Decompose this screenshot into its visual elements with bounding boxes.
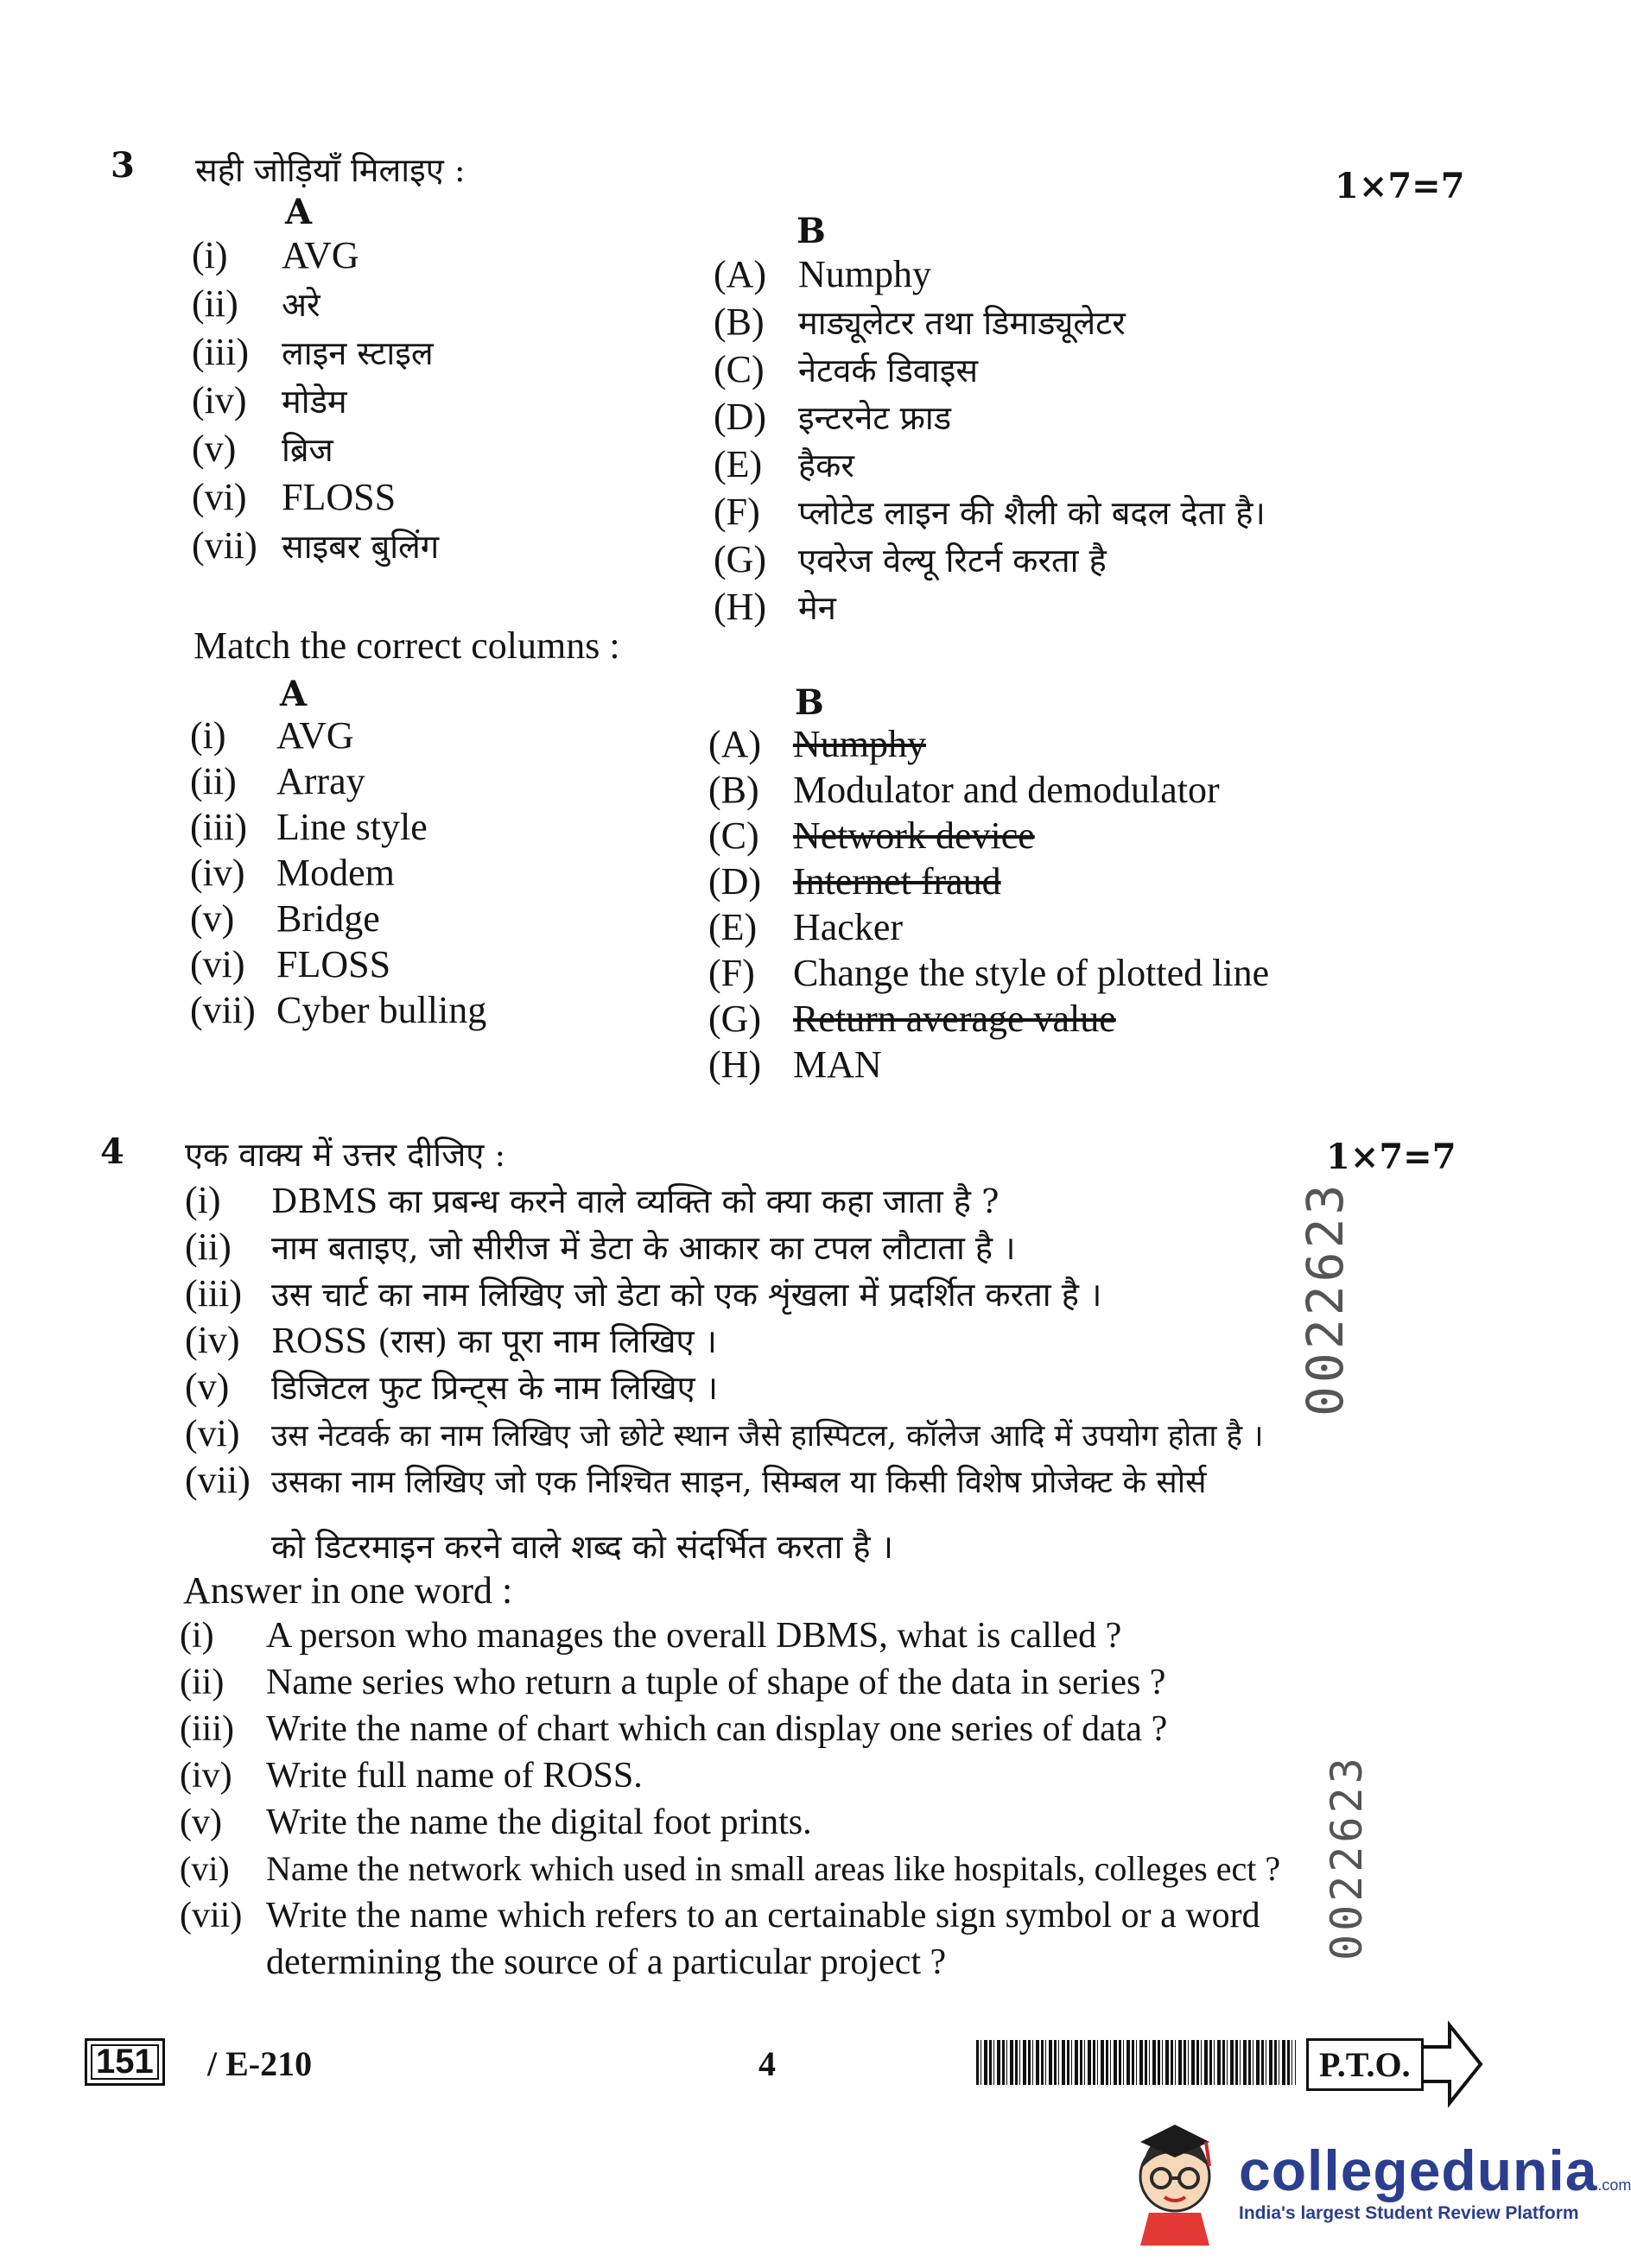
list-item: (v) ब्रिज <box>192 428 333 470</box>
list-item: (ii) नाम बताइए, जो सीरीज में डेटा के आकार का टपल लौटाता है । <box>185 1226 1016 1268</box>
paper-code-box <box>85 2038 165 2086</box>
list-item: (iv) Write full name of ROSS. <box>180 1756 643 1796</box>
list-item: (iii) लाइन स्टाइल <box>192 331 434 373</box>
list-item: (C) Network device <box>708 814 1035 857</box>
q3-english-col-a-head: A <box>280 674 308 714</box>
list-item: (H) MAN <box>708 1043 882 1086</box>
list-item: (E) हैकर <box>714 443 854 485</box>
paper-code: 151 <box>96 2043 154 2081</box>
list-item: (i) DBMS का प्रबन्ध करने वाले व्यक्ति को क्या कहा जाता है ? <box>185 1179 1000 1221</box>
list-item: (v) Bridge <box>190 897 380 940</box>
q3-english-column-a <box>190 713 486 1034</box>
q4-english-item7-line2: determining the source of a particular project ? <box>266 1942 947 1982</box>
list-item: (vii) Write the name which refers to an certainable sign symbol or a word <box>180 1896 1260 1935</box>
list-item: (vii) साइबर बुलिंग <box>192 524 440 567</box>
list-item: (vi) Name the network which used in small areas like hospitals, colleges ect ? <box>180 1849 1281 1888</box>
list-item: (F) Change the style of plotted line <box>708 952 1270 994</box>
list-item: (iv) Modem <box>190 852 395 894</box>
list-item: (iv) ROSS (रास) का पूरा नाम लिखिए । <box>185 1319 717 1361</box>
q4-english-instruction: Answer in one word : <box>183 1569 513 1612</box>
exam-code: / E-210 <box>207 2044 313 2083</box>
list-item: (A) Numphy <box>714 253 931 295</box>
barcode <box>976 2040 1296 2085</box>
list-item: (vii) Cyber bulling <box>190 989 487 1031</box>
list-item: (B) Modulator and demodulator <box>708 769 1220 811</box>
pto-label: P.T.O. <box>1306 2038 1424 2091</box>
q4-hindi-item7-line2: को डिटरमाइन करने वाले शब्द को संदर्भित करता है । <box>271 1528 894 1566</box>
list-item: (C) नेटवर्क डिवाइस <box>714 348 979 390</box>
q3-hindi-column-a <box>192 233 439 572</box>
q3-hindi-col-b-head: B <box>796 211 826 251</box>
brand-tagline: India's largest Student Review Platform <box>1239 2203 1579 2223</box>
serial-stamp-lower: 0022623 <box>1322 1754 1372 1961</box>
list-item: (G) एवरेज वेल्यू रिटर्न करता है <box>714 538 1107 580</box>
list-item: (A) Numphy <box>708 723 926 765</box>
list-item: (G) Return average value <box>708 998 1116 1040</box>
q3-hindi-column-b <box>714 252 1266 632</box>
list-item: (i) AVG <box>190 714 354 757</box>
serial-stamp-upper: 0022623 <box>1296 1181 1355 1416</box>
q3-english-instruction: Match the correct columns : <box>194 624 620 667</box>
list-item: (ii) Array <box>190 760 365 802</box>
list-item: (B) माड्यूलेटर तथा डिमाड्यूलेटर <box>714 301 1126 343</box>
q4-hindi-instruction: एक वाक्य में उत्तर दीजिए : <box>185 1136 506 1174</box>
list-item: (D) Internet fraud <box>708 860 1001 903</box>
list-item: (iii) Write the name of chart which can display one series of data ? <box>180 1709 1168 1749</box>
list-item: (v) डिजिटल फुट प्रिन्ट्स के नाम लिखिए । <box>185 1365 719 1408</box>
q3-english-col-b-head: B <box>795 682 824 723</box>
q3-english-column-b <box>708 722 1269 1088</box>
collegedunia-logo <box>1123 2116 1631 2246</box>
list-item: (iii) Line style <box>190 806 428 848</box>
q4-number: 4 <box>100 1131 124 1172</box>
q3-number: 3 <box>111 145 135 186</box>
list-item: (vi) उस नेटवर्क का नाम लिखिए जो छोटे स्थान जैसे हास्पिटल, कॉलेज आदि में उपयोग होता है । <box>185 1412 1264 1454</box>
list-item: (i) AVG <box>192 234 359 276</box>
list-item: (v) Write the name the digital foot prints. <box>180 1802 812 1842</box>
list-item: (H) मेन <box>714 586 836 628</box>
student-mascot-icon <box>1123 2116 1227 2246</box>
list-item: (vii) उसका नाम लिखिए जो एक निश्चित साइन, सिम्बल या किसी विशेष प्रोजेक्ट के सोर्स <box>185 1459 1207 1501</box>
q3-marks: 1×7=7 <box>1335 166 1465 206</box>
page-number: 4 <box>758 2044 776 2083</box>
list-item: (F) प्लोटेड लाइन की शैली को बदल देता है। <box>714 491 1266 533</box>
list-item: (i) A person who manages the overall DBMS, what is called ? <box>180 1616 1122 1656</box>
list-item: (vi) FLOSS <box>192 476 397 518</box>
q4-hindi-items <box>185 1178 1264 1505</box>
list-item: (E) Hacker <box>708 906 904 948</box>
q4-english-items <box>180 1615 1280 1942</box>
q4-marks: 1×7=7 <box>1326 1137 1456 1177</box>
list-item: (vi) FLOSS <box>190 943 391 985</box>
list-item: (ii) Name series who return a tuple of shape of the data in series ? <box>180 1663 1166 1702</box>
list-item: (iv) मोडेम <box>192 379 347 421</box>
brand-suffix: .com <box>1597 2176 1631 2194</box>
pto-indicator <box>1306 2021 1484 2107</box>
list-item: (D) इन्टरनेट फ्राड <box>714 396 952 438</box>
list-item: (ii) अरे <box>192 282 320 325</box>
q3-hindi-instruction: सही जोड़ियाँ मिलाइए : <box>195 151 466 189</box>
list-item: (iii) उस चार्ट का नाम लिखिए जो डेटा को एक शृंखला में प्रदर्शित करता है । <box>185 1272 1102 1315</box>
arrow-right-icon <box>1424 2021 1484 2107</box>
brand-name: collegedunia <box>1239 2138 1598 2202</box>
q3-hindi-col-a-head: A <box>285 192 313 232</box>
